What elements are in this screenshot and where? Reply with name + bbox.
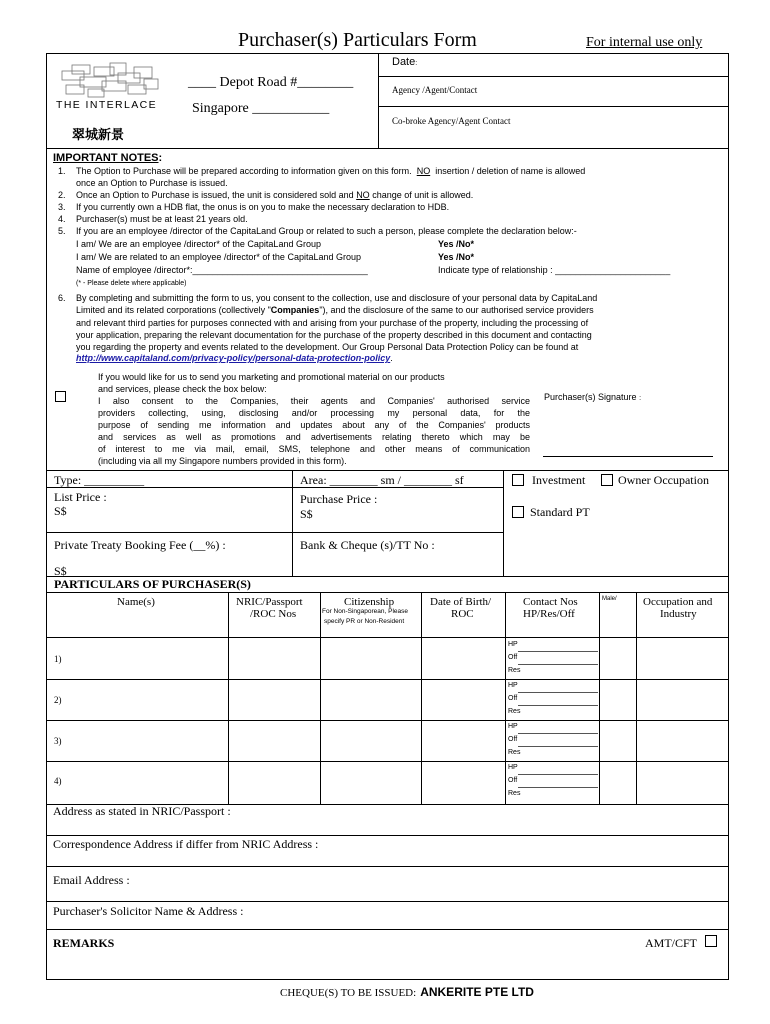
note-3-number: 3. [58, 202, 66, 212]
cheque-payee: ANKERITE PTE LTD [420, 985, 534, 999]
signature-label: Purchaser(s) Signature : [544, 392, 642, 402]
amt-cft-checkbox[interactable] [705, 935, 717, 947]
col-header-name: Name(s) [117, 596, 155, 608]
row-4-off[interactable]: Off [508, 777, 518, 784]
consent-line-3: I also consent to the Companies, their agents and Companies' authorised service [98, 396, 530, 406]
remarks-label: REMARKS [53, 936, 115, 950]
note-2-number: 2. [58, 190, 66, 200]
row-1-res[interactable]: Res [508, 667, 521, 674]
declaration-employee-yes-no[interactable]: Yes /No* [438, 239, 475, 249]
col-header-citizenship-note-1: For Non-Singaporean, Please [322, 608, 408, 615]
email-rule [46, 901, 729, 902]
col-header-dob-2: ROC [451, 608, 474, 620]
consent-line-1: If you would like for us to send you marketing and promotional material on our products [98, 372, 445, 382]
particulars-heading: PARTICULARS OF PURCHASER(S) [54, 577, 251, 591]
note-6-link-line: http://www.capitaland.com/privacy-policy/personal-data-protection-policy. [76, 353, 393, 363]
col-header-citizenship: Citizenship [344, 596, 395, 608]
col-divider-gender [636, 592, 637, 804]
row-3-hp-line [518, 733, 598, 734]
date-field[interactable]: Date: [392, 56, 418, 68]
col-divider-nric [320, 592, 321, 804]
col-divider-citizenship [421, 592, 422, 804]
list-price-field[interactable]: S$ [54, 504, 67, 518]
col-divider-contact [599, 592, 600, 804]
cheque-label: CHEQUE(S) TO BE ISSUED: [280, 987, 417, 999]
consent-line-4: providers collecting, using, disclosing and/or processing my personal data, for the [98, 408, 530, 418]
col-divider-dob [505, 592, 506, 804]
owner-occupation-label: Owner Occupation [618, 473, 709, 487]
note-1-text-cont: once an Option to Purchase is issued. [76, 178, 228, 188]
row-4-hp-line [518, 774, 598, 775]
singapore-postal-field[interactable]: Singapore ___________ [192, 101, 330, 116]
col-header-occupation-2: Industry [660, 608, 697, 620]
row-2-off-line [518, 705, 598, 706]
note-6-number: 6. [58, 293, 66, 303]
col-header-occupation: Occupation and [643, 596, 713, 608]
col-divider-name [228, 592, 229, 804]
note-2-text: Once an Option to Purchase is issued, the unit is considered sold and NO change of unit is allowed. [76, 190, 474, 200]
employee-name-field[interactable]: Name of employee /director*:___________________________________ [76, 265, 368, 275]
row-1-off[interactable]: Off [508, 654, 518, 661]
declaration-employee: I am/ We are an employee /director* of the CapitaLand Group [76, 239, 321, 249]
declaration-related-yes-no[interactable]: Yes /No* [438, 252, 475, 262]
page-title: Purchaser(s) Particulars Form [238, 29, 477, 51]
note-3-text: If you currently own a HDB flat, the onus is on you to make the necessary declaration to HDB. [76, 202, 450, 212]
list-price-label: List Price : [54, 490, 107, 504]
note-6-line-4: your application, preparing the relevant documentation for the purchase of the property described in this document and contacting [76, 330, 592, 340]
row-1-hp-line [518, 651, 598, 652]
col-header-citizenship-note-2: specify PR or Non-Resident [324, 618, 405, 625]
internal-use-label: For internal use only [586, 35, 703, 50]
note-5-number: 5. [58, 226, 66, 236]
consent-line-6: and services as well as promotions and advertisements relating thereto which may be [98, 432, 530, 442]
cobroke-contact-field[interactable]: Co-broke Agency/Agent Contact [392, 116, 511, 126]
row-1-off-line [518, 664, 598, 665]
consent-line-2: and services, please check the box below: [98, 384, 267, 394]
logo-brand-text: THE INTERLACE [56, 99, 158, 111]
row-4-off-line [518, 787, 598, 788]
privacy-policy-link[interactable]: http://www.capitaland.com/privacy-policy/personal-data-protection-policy [76, 353, 391, 363]
logo-chinese-text: 翠城新景 [72, 128, 125, 143]
note-6-line-2: Limited and its related corporations (collectively "Companies"), and the disclosure of the same to our authorised service providers [76, 305, 594, 315]
standard-pt-label: Standard PT [530, 505, 590, 519]
row-2-off[interactable]: Off [508, 695, 518, 702]
note-1-text: The Option to Purchase will be prepared according to information given on this form. NO insertion / deletion of name is allowed [76, 166, 586, 176]
nric-address-rule [46, 835, 729, 836]
agency-contact-field[interactable]: Agency /Agent/Contact [392, 85, 478, 95]
declaration-footnote: (* - Please delete where applicable) [76, 280, 187, 287]
bank-cheque-field[interactable]: Bank & Cheque (s)/TT No : [300, 538, 435, 552]
investment-label: Investment [532, 473, 586, 487]
purchase-price-field[interactable]: S$ [300, 507, 313, 521]
note-6-line-5: you regarding the property and events related to the development. Our Group Personal Data Protection Policy can be found at [76, 342, 579, 352]
correspondence-address-field[interactable]: Correspondence Address if differ from NRIC Address : [53, 837, 319, 851]
col-header-gender: Male/ [602, 596, 617, 602]
row-2-hp-line [518, 692, 598, 693]
col-header-contact-2: HP/Res/Off [523, 608, 575, 620]
cheque-footer [280, 983, 534, 1001]
row-3-hp[interactable]: HP [508, 723, 518, 730]
notes-heading: IMPORTANT NOTES: [53, 152, 163, 164]
declaration-related: I am/ We are related to an employee /director* of the CapitaLand Group [76, 252, 361, 262]
row-3-res[interactable]: Res [508, 749, 521, 756]
note-4-text: Purchaser(s) must be at least 21 years old. [76, 214, 248, 224]
row-3-rule [46, 761, 729, 762]
row-1-hp[interactable]: HP [508, 641, 518, 648]
row-4-res[interactable]: Res [508, 790, 521, 797]
note-4-number: 4. [58, 214, 66, 224]
col-header-dob: Date of Birth/ [430, 596, 492, 608]
col-header-nric-2: /ROC Nos [250, 608, 297, 620]
note-1-number: 1. [58, 166, 66, 176]
consent-line-8: (including via all my Singapore numbers provided in this form). [98, 456, 347, 466]
table-row-2-label: 2) [54, 695, 62, 705]
row-1-rule [46, 679, 729, 680]
row-3-off-line [518, 746, 598, 747]
unit-type-field[interactable]: Type: __________ [54, 473, 145, 487]
booking-fee-field[interactable]: S$ [54, 564, 67, 578]
table-row-1-label: 1) [54, 654, 62, 664]
row-4-hp[interactable]: HP [508, 764, 518, 771]
booking-fee-label: Private Treaty Booking Fee (__%) : [54, 538, 226, 552]
consent-line-5: purpose of sending me information and updates about any of the Companies' products [98, 420, 530, 430]
relationship-type-field[interactable]: Indicate type of relationship : _______________________ [438, 265, 671, 275]
depot-road-field[interactable]: ____ Depot Road #________ [188, 75, 354, 90]
table-header-rule [46, 637, 729, 638]
email-address-field[interactable]: Email Address : [53, 873, 130, 887]
row-2-rule [46, 720, 729, 721]
amt-cft-label: AMT/CFT [645, 936, 698, 950]
note-6-line-1: By completing and submitting the form to us, you consent to the collection, use and disclosure of your personal data by CapitaLand [76, 293, 598, 303]
solicitor-rule [46, 929, 729, 930]
note-5-text: If you are an employee /director of the CapitaLand Group or related to such a person, please complete the declaration below:- [76, 226, 577, 236]
row-2-hp[interactable]: HP [508, 682, 518, 689]
row-2-res[interactable]: Res [508, 708, 521, 715]
purchase-price-label: Purchase Price : [300, 492, 378, 506]
solicitor-field[interactable]: Purchaser's Solicitor Name & Address : [53, 904, 244, 918]
table-row-4-label: 4) [54, 776, 62, 786]
nric-address-field[interactable]: Address as stated in NRIC/Passport : [53, 804, 231, 818]
row-3-off[interactable]: Off [508, 736, 518, 743]
unit-area-field[interactable]: Area: ________ sm / ________ sf [300, 473, 464, 487]
correspondence-address-rule [46, 866, 729, 867]
note-6-line-3: and relevant third parties for purposes connected with and arising from your purchase of the property, including the processing of [76, 318, 589, 328]
table-row-3-label: 3) [54, 736, 62, 746]
consent-line-7: of interest to me via mail, email, SMS, telephone and other means of communication [98, 444, 530, 454]
col-header-contact: Contact Nos [523, 596, 578, 608]
col-header-nric: NRIC/Passport [236, 596, 303, 608]
